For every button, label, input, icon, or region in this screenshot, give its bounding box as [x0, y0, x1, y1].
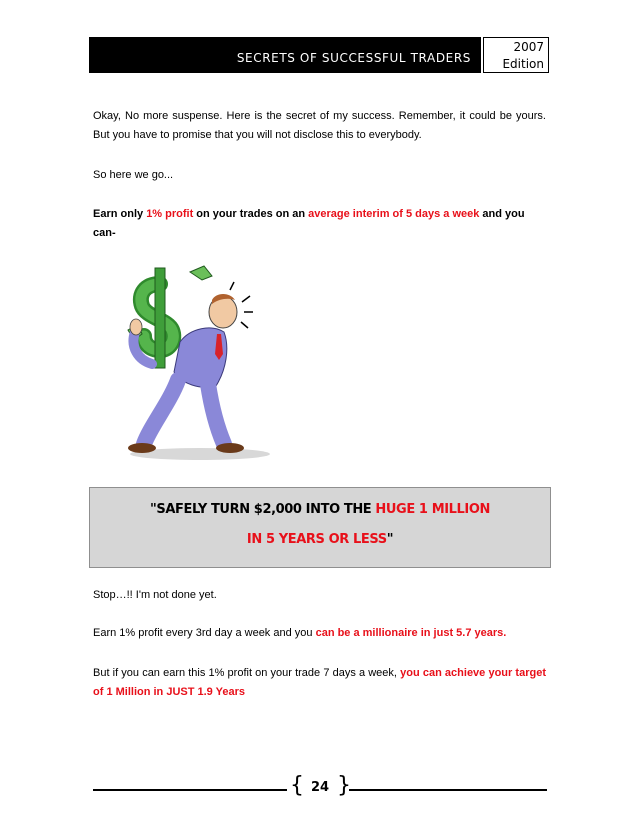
paragraph-7-days [93, 664, 546, 702]
text-highlight: 1% profit [146, 208, 194, 220]
text-segment: and you can- [93, 208, 525, 239]
text-segment: Earn 1% profit every 3rd day a week and you [93, 627, 316, 639]
header-edition-box [483, 37, 549, 73]
paragraph-stop: Stop…!! I'm not done yet. [93, 589, 217, 601]
text-segment: Earn only [93, 208, 147, 220]
paragraph-every-3rd-day [93, 624, 546, 643]
banner-highlight: HUGE 1 MILLION [375, 502, 490, 517]
header-bar [89, 37, 481, 73]
header-title: SECRETS OF SUCCESSFUL TRADERS [236, 51, 471, 65]
headline-banner [89, 487, 551, 568]
header-edition: Edition [502, 57, 544, 71]
text-segment: on your trades on an [193, 208, 309, 220]
text-highlight: you can achieve your target of 1 Million in JUST 1.9 Years [93, 667, 546, 698]
money-bag-clipart-icon [120, 262, 270, 462]
paragraph-earn-only [93, 205, 546, 243]
banner-text: " [386, 532, 394, 547]
banner-line-1 [90, 502, 550, 517]
footer-rule-right [349, 789, 547, 791]
banner-highlight: IN 5 YEARS OR LESS [246, 532, 387, 547]
paragraph-intro: Okay, No more suspense. Here is the secret of my success. Remember, it could be yours. But you have to promise that you will not disclose this to everybody. [93, 110, 546, 141]
text-highlight: can be a millionaire in just 5.7 years. [315, 627, 507, 639]
footer-brace-right: } [337, 773, 351, 798]
text-segment: But if you can earn this 1% profit on your trade 7 days a week, [93, 667, 401, 679]
footer-brace-left: { [290, 773, 304, 798]
paragraph-here-we-go: So here we go... [93, 169, 174, 181]
header-year: 2007 [513, 40, 544, 54]
footer-rule-left [93, 789, 287, 791]
banner-text: "SAFELY TURN $2,000 INTO THE [150, 502, 376, 517]
banner-line-2 [90, 532, 550, 547]
text-highlight: average interim of 5 days a week [308, 208, 480, 220]
page-number: 24 [310, 780, 330, 795]
